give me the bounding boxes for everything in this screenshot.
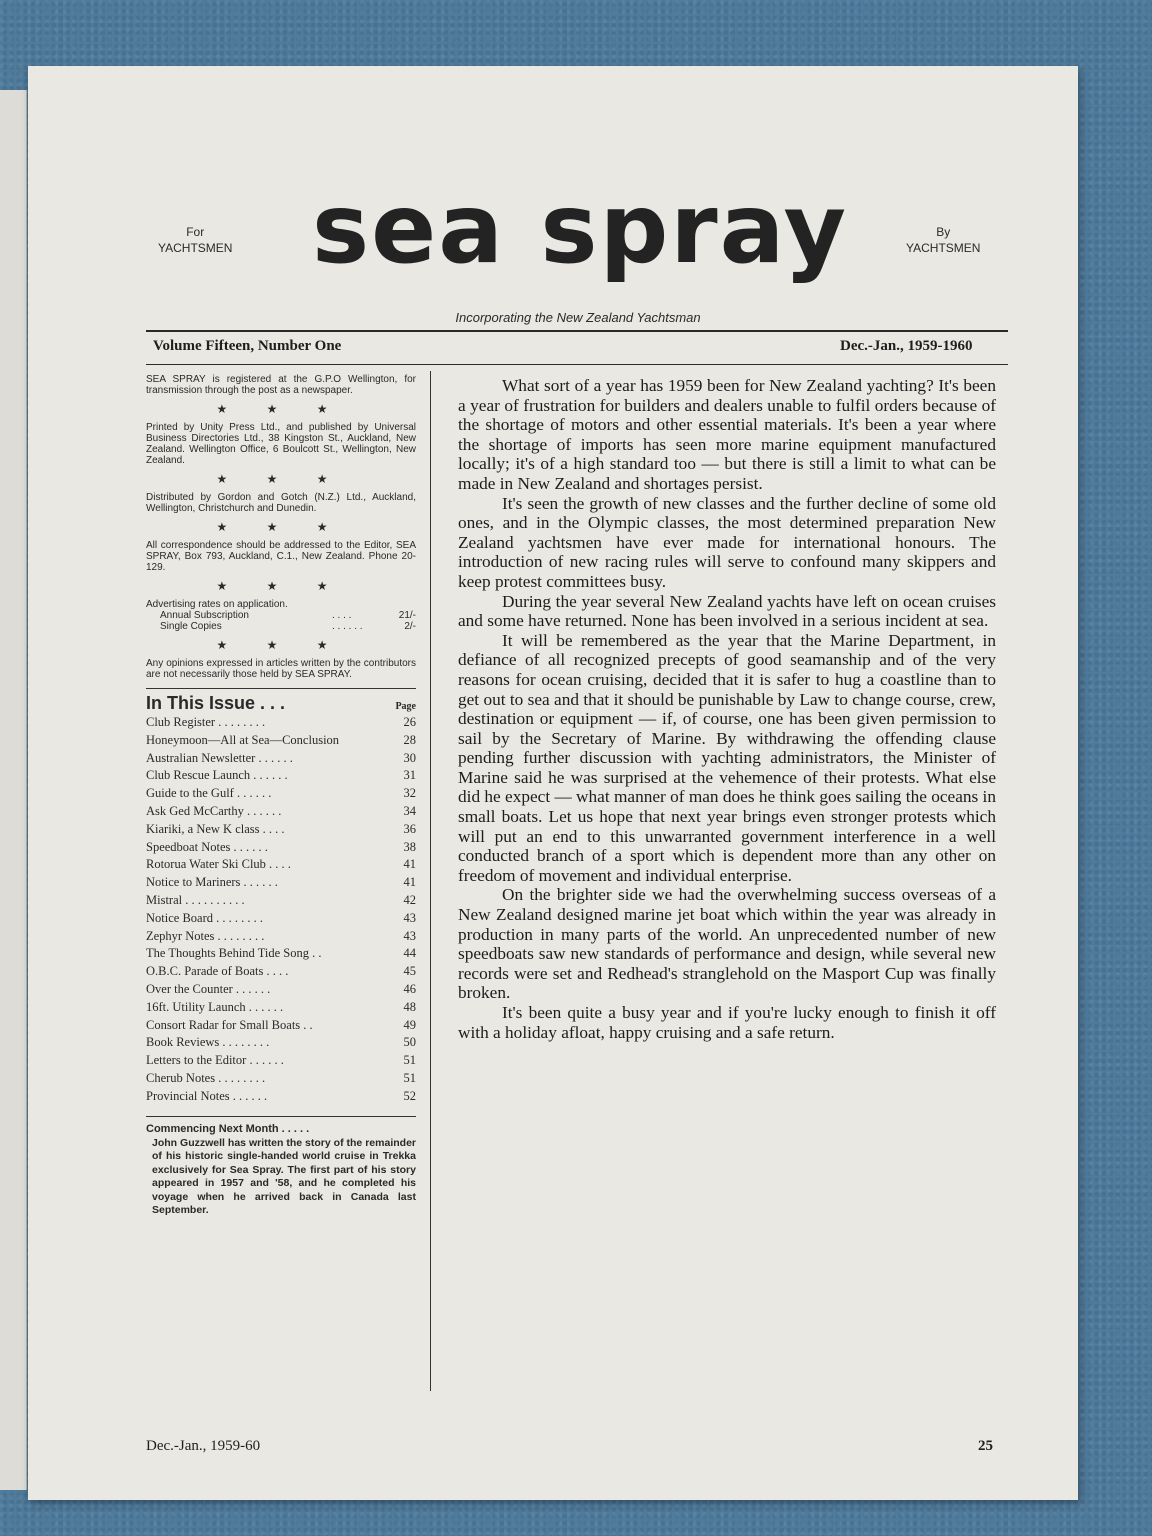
star-separator: ★ ★ ★	[216, 638, 346, 652]
by-yachtsmen-tag	[906, 224, 980, 256]
leader-dots: . . . .	[332, 610, 352, 621]
masthead	[28, 66, 1078, 366]
by-yachtsmen-label: YACHTSMEN	[906, 241, 981, 255]
advertising-note: Advertising rates on application.	[146, 599, 288, 610]
toc-page-label: Page	[395, 701, 416, 712]
toc-entry	[146, 767, 416, 785]
toc-entry-page: 41	[403, 857, 416, 872]
toc-entry-page: 26	[403, 715, 416, 729]
annual-subscription-label: Annual Subscription	[160, 610, 249, 621]
toc-entry	[146, 856, 416, 874]
toc-entry-page: 51	[403, 1070, 416, 1085]
toc-header	[146, 693, 416, 714]
toc-entry	[146, 963, 416, 981]
page-number: 25	[978, 1438, 993, 1454]
for-label: For	[186, 225, 205, 239]
editorial-paragraph: During the year several New Zealand yachts have left on ocean cruises and some have returned. None has been involved in a serious incident at sea.	[458, 591, 996, 631]
toc-entry-title: Australian Newsletter . . . . . .	[146, 750, 293, 765]
footer-date: Dec.-Jan., 1959-60	[146, 1438, 261, 1454]
toc-entry-title: Ask Ged McCarthy . . . . . .	[146, 803, 282, 818]
section-divider	[146, 688, 416, 689]
by-label: By	[936, 225, 951, 239]
next-month-notice	[146, 1123, 416, 1218]
editorial-paragraph: It will be remembered as the year that the Marine Department, in defiance of all recognized precepts of good seamanship and of the very reasons for ocean cruising, decided that it is safer to hug a coastline than to get out to sea and that it should be punishable by Law to change course, crew, destination or equipment — if, of course, one has been given permission to sail by the Secretary of Marine. By withdrawing the offending clause pending further discussion with yachting administrators, the Minister of Marine said he was surprised at the vehemence of their protests. What else did he expect — what manner of man does he think goes sailing the oceans in small boats. Let us hope that next year brings even stronger protests which will put an end to this unwarranted government interference in a well conducted branch of a sport which is dependent more than any other on freedom of movement and individual enterprise.	[458, 630, 996, 885]
toc-entry	[146, 874, 416, 892]
next-month-body: John Guzzwell has written the story of the remainder of his historic single-handed world cruise in Trekka exclusively for Sea Spray. The first part of his story appeared in 1957 and '58, and he completed his voyage when he arrived back in Canada last September.	[152, 1136, 416, 1217]
editorial-column	[458, 376, 996, 1042]
facing-page-edge	[0, 90, 27, 1490]
toc-entry-page: 51	[403, 1053, 416, 1068]
toc-entry-page: 31	[403, 768, 416, 783]
toc-entry	[146, 928, 416, 946]
toc-entry	[146, 999, 416, 1017]
correspondence-note: All correspondence should be addressed to the Editor, SEA SPRAY, Box 793, Auckland, C.1., New Zealand. Phone 20-129.	[146, 540, 416, 573]
toc-entry-title: Club Rescue Launch . . . . . .	[146, 768, 288, 783]
toc-entry-page: 32	[403, 786, 416, 801]
for-yachtsmen-tag	[158, 224, 232, 256]
star-separator: ★ ★ ★	[216, 520, 346, 534]
opinions-disclaimer: Any opinions expressed in articles written by the contributors are not necessarily those held by SEA SPRAY.	[146, 658, 416, 680]
printer-note: Printed by Unity Press Ltd., and published by Universal Business Directories Ltd., 38 Kingston St., Auckland, New Zealand. Wellington Office, 6 Boulcott St., Wellington, New Zealand.	[146, 422, 416, 466]
toc-entry	[146, 839, 416, 857]
single-copy-row	[146, 621, 416, 632]
toc-entry-page: 50	[403, 1035, 416, 1050]
toc-entry-title: Letters to the Editor . . . . . .	[146, 1053, 284, 1068]
toc-entry	[146, 945, 416, 963]
single-copy-label: Single Copies	[160, 621, 222, 632]
toc-entry-page: 38	[403, 839, 416, 854]
toc-entry-title: Honeymoon—All at Sea—Conclusion	[146, 732, 340, 747]
editorial-paragraph: It's been quite a busy year and if you're lucky enough to finish it off with a holiday afloat, happy cruising and a safe return.	[458, 1003, 996, 1042]
toc-entry-title: Rotorua Water Ski Club . . . .	[146, 857, 291, 872]
toc-entry	[146, 910, 416, 928]
magazine-title: sea spray	[311, 173, 849, 285]
toc-entry-page: 49	[403, 1017, 416, 1032]
toc-entry-page: 41	[403, 875, 416, 890]
table-of-contents	[146, 693, 416, 1106]
distributor-note: Distributed by Gordon and Gotch (N.Z.) Ltd., Auckland, Wellington, Christchurch and Dunedin.	[146, 492, 416, 514]
star-separator: ★ ★ ★	[216, 579, 346, 593]
toc-entry-title: Notice Board . . . . . . . .	[146, 910, 263, 925]
toc-title: In This Issue . . .	[146, 693, 286, 713]
toc-entry-title: Mistral . . . . . . . . . .	[146, 892, 245, 907]
toc-entry	[146, 750, 416, 768]
toc-entry	[146, 803, 416, 821]
section-divider	[146, 1116, 416, 1117]
star-separator: ★ ★ ★	[216, 472, 346, 486]
annual-subscription-row	[146, 610, 416, 621]
magazine-page	[28, 66, 1078, 1500]
toc-entry-title: O.B.C. Parade of Boats . . . .	[146, 964, 289, 979]
toc-entry-page: 48	[403, 999, 416, 1014]
toc-entry-page: 28	[403, 732, 416, 747]
toc-entry-title: Consort Radar for Small Boats . .	[146, 1017, 313, 1032]
editorial-paragraph: On the brighter side we had the overwhelming success overseas of a New Zealand designed marine jet boat which within the year was already in production in many parts of the world. An unprecedented number of new speedboats saw new standards of performance and design, while several new records were set and Redhead's stranglehold on the Masport Cup was finally broken.	[458, 885, 996, 1003]
toc-entry-title: Provincial Notes . . . . . .	[146, 1088, 268, 1103]
column-divider	[430, 371, 431, 1391]
toc-entry-title: Speedboat Notes . . . . . .	[146, 839, 268, 854]
issue-date: Dec.-Jan., 1959-1960	[840, 338, 973, 354]
toc-entry-page: 34	[403, 803, 416, 818]
sidebar-column	[146, 374, 416, 1218]
toc-entry	[146, 1088, 416, 1106]
toc-entry-page: 42	[403, 892, 416, 907]
toc-entry	[146, 732, 416, 750]
editorial-paragraph: What sort of a year has 1959 been for New Zealand yachting? It's been a year of frustration for builders and dealers unable to fulfil orders because of the shortage of motors and other essential materials. It's been a year where the shortage of imports has seen more marine equipment manufactured locally; it's of a high standard too — but there is still a limit to what can be made in New Zealand and shortages persist.	[458, 376, 996, 493]
annual-subscription-price: 21/-	[398, 610, 416, 621]
volume-number: Volume Fifteen, Number One	[153, 338, 342, 354]
single-copy-price: 2/-	[404, 621, 416, 632]
toc-entry-title: Zephyr Notes . . . . . . . .	[146, 928, 265, 943]
toc-entry-page: 30	[403, 750, 416, 765]
toc-entry	[146, 892, 416, 910]
toc-entry	[146, 1017, 416, 1035]
star-separator: ★ ★ ★	[216, 402, 346, 416]
toc-entry	[146, 821, 416, 839]
for-yachtsmen-label: YACHTSMEN	[158, 241, 233, 255]
publication-info	[146, 374, 416, 680]
toc-entry	[146, 714, 416, 732]
toc-entry-page: 46	[403, 981, 416, 996]
toc-entry-title: Kiariki, a New K class . . . .	[146, 821, 285, 836]
toc-entry-page: 43	[403, 928, 416, 943]
toc-entry-title: Book Reviews . . . . . . . .	[146, 1035, 270, 1050]
toc-entry	[146, 785, 416, 803]
toc-entry-page: 36	[403, 821, 416, 836]
masthead-rule-lower	[146, 364, 1008, 365]
toc-list	[146, 714, 416, 1106]
toc-entry-title: Club Register . . . . . . . .	[146, 715, 266, 729]
toc-entry	[146, 1034, 416, 1052]
toc-entry-title: Notice to Mariners . . . . . .	[146, 875, 278, 890]
registration-note: SEA SPRAY is registered at the G.P.O Wellington, for transmission through the post as a newspaper.	[146, 374, 416, 396]
masthead-rule	[146, 330, 1008, 332]
toc-entry	[146, 1052, 416, 1070]
editorial-paragraph: It's seen the growth of new classes and the further decline of some old ones, and in the Olympic classes, the most determined preparation New Zealand yachtsmen have ever made for international honours. The introduction of new racing rules will serve to confound many skippers and keep protest committees busy.	[458, 493, 996, 591]
toc-entry-title: 16ft. Utility Launch . . . . . .	[146, 999, 284, 1014]
toc-entry-title: Guide to the Gulf . . . . . .	[146, 786, 272, 801]
magazine-subtitle: Incorporating the New Zealand Yachtsman	[455, 310, 701, 325]
leader-dots: . . . . . .	[332, 621, 363, 632]
toc-entry-title: Over the Counter . . . . . .	[146, 981, 271, 996]
toc-entry-title: The Thoughts Behind Tide Song . .	[146, 946, 322, 961]
toc-entry-page: 45	[403, 964, 416, 979]
toc-entry	[146, 1070, 416, 1088]
toc-entry-page: 44	[403, 946, 416, 961]
toc-entry-page: 43	[403, 910, 416, 925]
next-month-heading: Commencing Next Month . . . . .	[146, 1122, 310, 1135]
toc-entry-page: 52	[403, 1088, 416, 1103]
toc-entry-title: Cherub Notes . . . . . . . .	[146, 1070, 266, 1085]
toc-entry	[146, 981, 416, 999]
